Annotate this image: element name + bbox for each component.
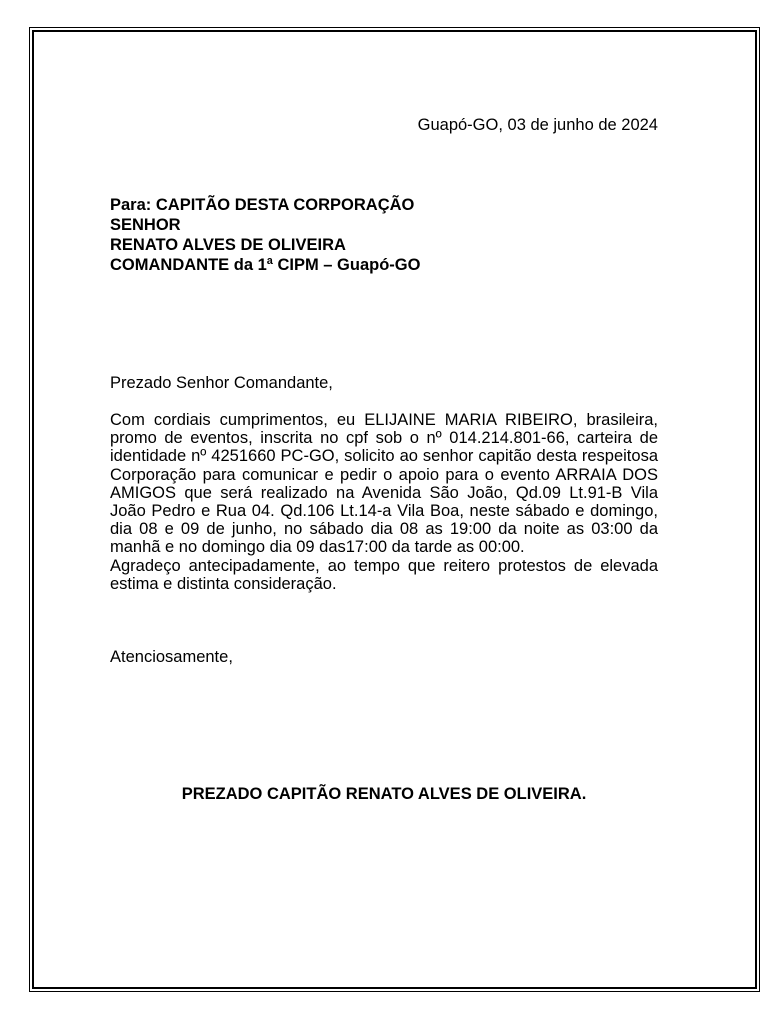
place-date: Guapó-GO, 03 de junho de 2024	[417, 116, 658, 134]
salutation: Prezado Senhor Comandante,	[110, 374, 333, 392]
recipient-block	[110, 195, 420, 275]
closing: Atenciosamente,	[110, 648, 233, 666]
body-paragraph-2: Agradeço antecipadamente, ao tempo que reitero protestos de elevada estima e distinta consideração.	[110, 556, 658, 593]
body-paragraph-1: Com cordiais cumprimentos, eu ELIJAINE MARIA RIBEIRO, brasileira, promo de eventos, inscrita no cpf sob o nº 014.214.801-66, carteira de identidade nº 4251660 PC-GO, solicito ao senhor capitão desta respeitosa Corporação para comunicar e pedir o apoio para o evento ARRAIA DOS AMIGOS que será realizado na Avenida São João, Qd.09 Lt.91-B Vila João Pedro e Rua 04. Qd.106 Lt.14-a Vila Boa, neste sábado e domingo, dia 08 e 09 de junho, no sábado dia 08 as 19:00 da noite as 03:00 da manhã e no domingo dia 09 das17:00 da tarde as 00:00.	[110, 411, 658, 557]
recipient-line-3: RENATO ALVES DE OLIVEIRA	[110, 236, 346, 254]
recipient-line-4: COMANDANTE da 1ª CIPM – Guapó-GO	[110, 256, 421, 274]
signature-line: PREZADO CAPITÃO RENATO ALVES DE OLIVEIRA.	[181, 785, 587, 803]
letter-body	[110, 411, 658, 593]
recipient-line-1: Para: CAPITÃO DESTA CORPORAÇÃO	[110, 196, 415, 214]
recipient-line-2: SENHOR	[110, 216, 181, 234]
